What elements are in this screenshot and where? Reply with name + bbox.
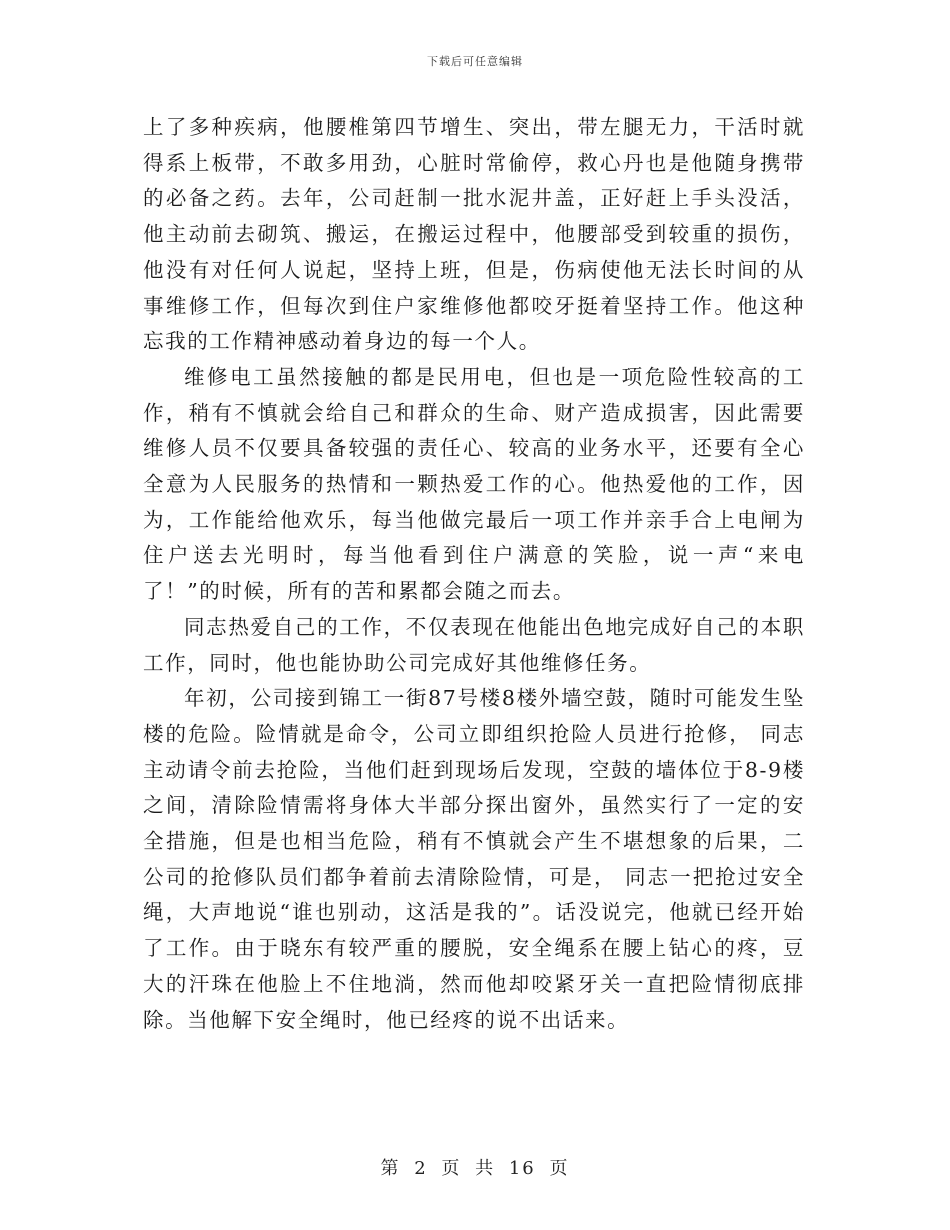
page-footer: 第 2 页 共 16 页 [380, 1158, 570, 1179]
paragraph-4: 年初，公司接到锦工一街87号楼8楼外墙空鼓，随时可能发生坠楼的危险。险情就是命令，公司立即组织抢险人员进行抢修， 同志主动请令前去抢险，当他们赶到现场后发现，空鼓的墙体位于8-9楼之间，清除险情需将身体大半部分探出窗外，虽然实行了一定的安全措施，但是也相当危险，稍有不慎就会产生不堪想象的后果，二公司的抢修队员们都争着前去清除险情，可是， 同志一把抢过安全绳，大声地说“谁也别动，这活是我的”。话没说完，他就已经开始了工作。由于晓东有较严重的腰脱，安全绳系在腰上钻心的疼，豆大的汗珠在他脸上不住地淌，然而他却咬紧牙关一直把险情彻底排除。当他解下安全绳时，他已经疼的说不出话来。 [143, 686, 805, 1032]
paragraph-3: 同志热爱自己的工作，不仅表现在他能出色地完成好自己的本职工作，同时，他也能协助公司完成好其他维修任务。 [143, 614, 805, 675]
paragraph-1: 上了多种疾病，他腰椎第四节增生、突出，带左腿无力，干活时就得系上板带，不敢多用劲，心脏时常偷停，救心丹也是他随身携带的必备之药。去年，公司赶制一批水泥井盖，正好赶上手头没活，他主动前去砌筑、搬运，在搬运过程中，他腰部受到较重的损伤，他没有对任何人说起，坚持上班，但是，伤病使他无法长时间的从事维修工作，但每次到住户家维修他都咬牙挺着坚持工作。他这种忘我的工作精神感动着身边的每一个人。 [143, 115, 805, 354]
paragraph-2: 维修电工虽然接触的都是民用电，但也是一项危险性较高的工作，稍有不慎就会给自己和群众的生命、财产造成损害，因此需要维修人员不仅要具备较强的责任心、较高的业务水平，还要有全心全意为人民服务的热情和一颗热爱工作的心。他热爱他的工作，因为，工作能给他欢乐，每当他做完最后一项工作并亲手合上电闸为住户送去光明时，每当他看到住户满意的笑脸，说一声“来电了！”的时候，所有的苦和累都会随之而去。 [143, 364, 805, 604]
page-header: 下载后可任意编辑 [427, 55, 523, 68]
document-body [143, 110, 805, 1038]
